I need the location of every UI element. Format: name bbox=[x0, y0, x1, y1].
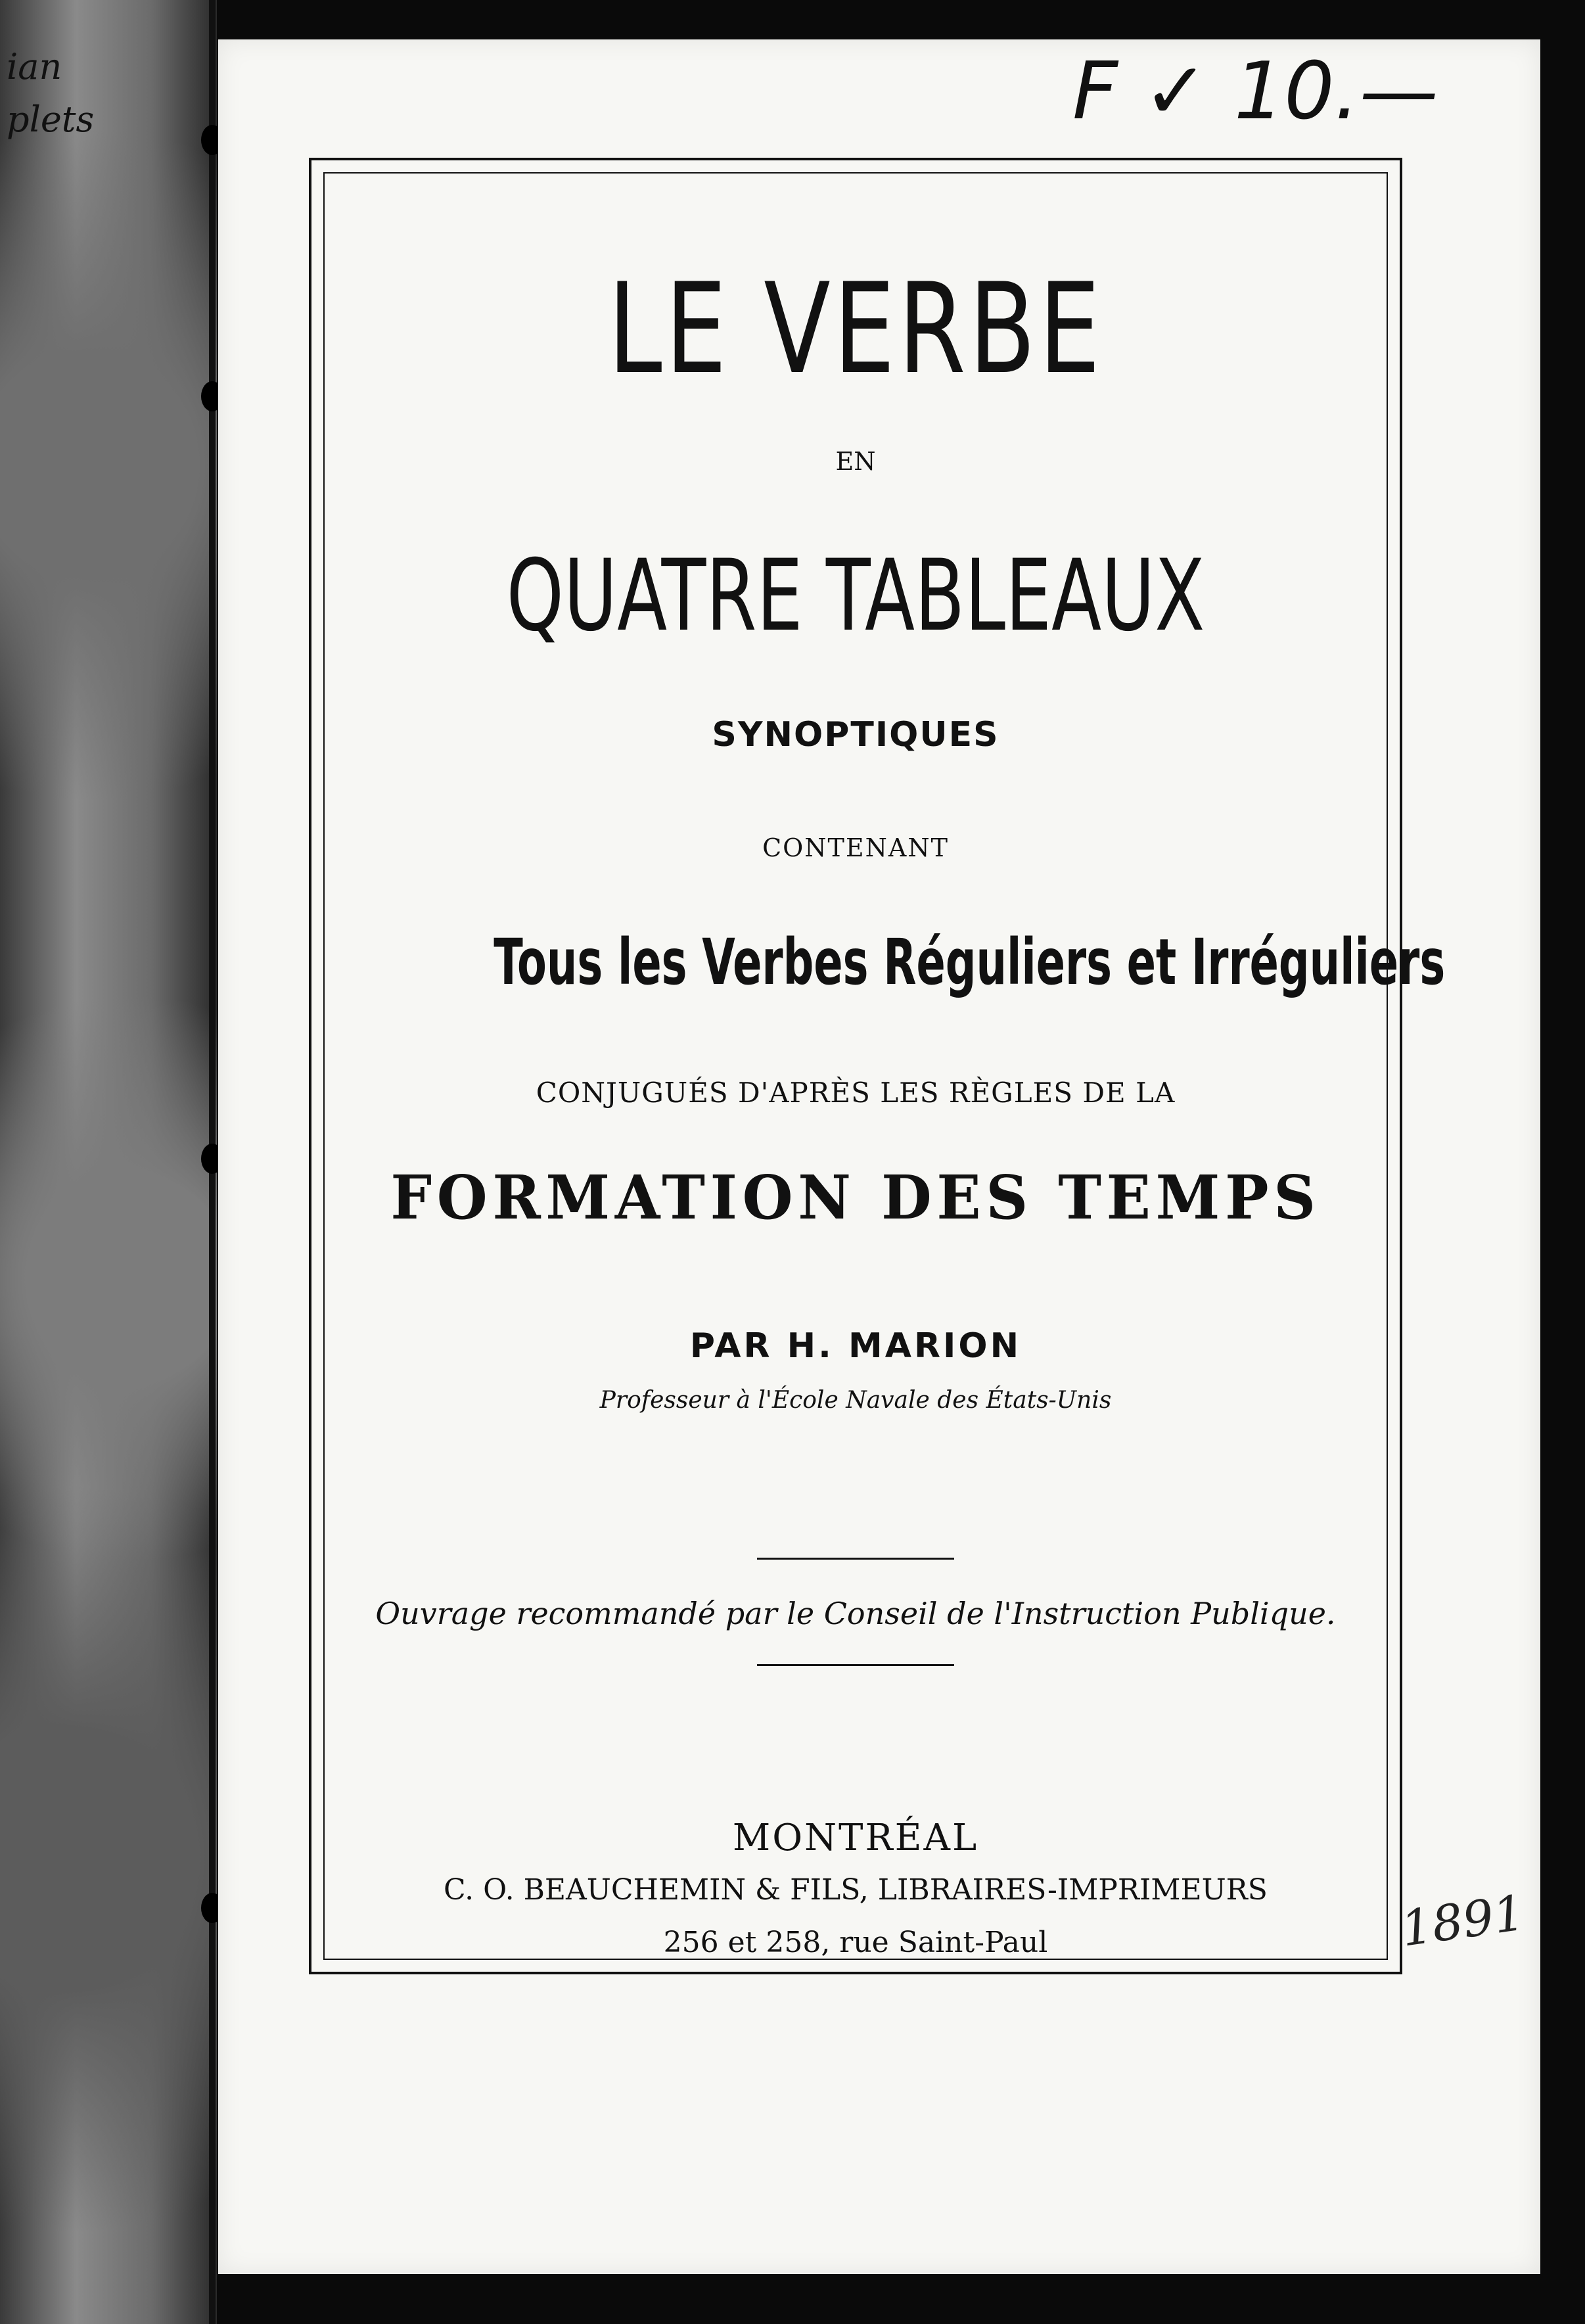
publisher-name: C. O. BEAUCHEMIN & FILS, LIBRAIRES-IMPRIMEURS bbox=[444, 1873, 1268, 1907]
book-title-line-2: QUATRE TABLEAUX bbox=[506, 539, 1205, 653]
spine-handnote-2: plets bbox=[7, 99, 95, 140]
publisher-address: 256 et 258, rue Saint-Paul bbox=[663, 1926, 1048, 1959]
year-handnote: 1891 bbox=[1397, 1884, 1528, 1958]
title-page bbox=[218, 39, 1540, 2274]
author-affiliation: Professeur à l'École Navale des États-Unis bbox=[599, 1387, 1112, 1414]
publisher-city: MONTRÉAL bbox=[732, 1817, 979, 1859]
formation-heading: FORMATION DES TEMPS bbox=[390, 1162, 1321, 1233]
contents-label: CONTENANT bbox=[762, 833, 949, 862]
title-connector: EN bbox=[835, 447, 876, 476]
conjugation-note: CONJUGUÉS D'APRÈS LES RÈGLES DE LA bbox=[536, 1077, 1176, 1109]
divider-rule bbox=[757, 1558, 954, 1560]
book-subtitle: SYNOPTIQUES bbox=[712, 715, 999, 755]
spine-handnote-1: ian bbox=[7, 46, 62, 87]
page-frame-inner bbox=[323, 172, 1446, 1960]
recommendation-line: Ouvrage recommandé par le Conseil de l'Instruction Publique. bbox=[375, 1596, 1336, 1631]
book-title-line-1: LE VERBE bbox=[607, 256, 1104, 402]
corner-handnote: F ✓ 10.— bbox=[1072, 46, 1438, 137]
contents-description: Tous les Verbes Réguliers et Irréguliers bbox=[494, 925, 1446, 999]
divider-rule bbox=[757, 1664, 954, 1666]
author-name: PAR H. MARION bbox=[689, 1326, 1022, 1366]
book-spine bbox=[0, 0, 217, 2324]
